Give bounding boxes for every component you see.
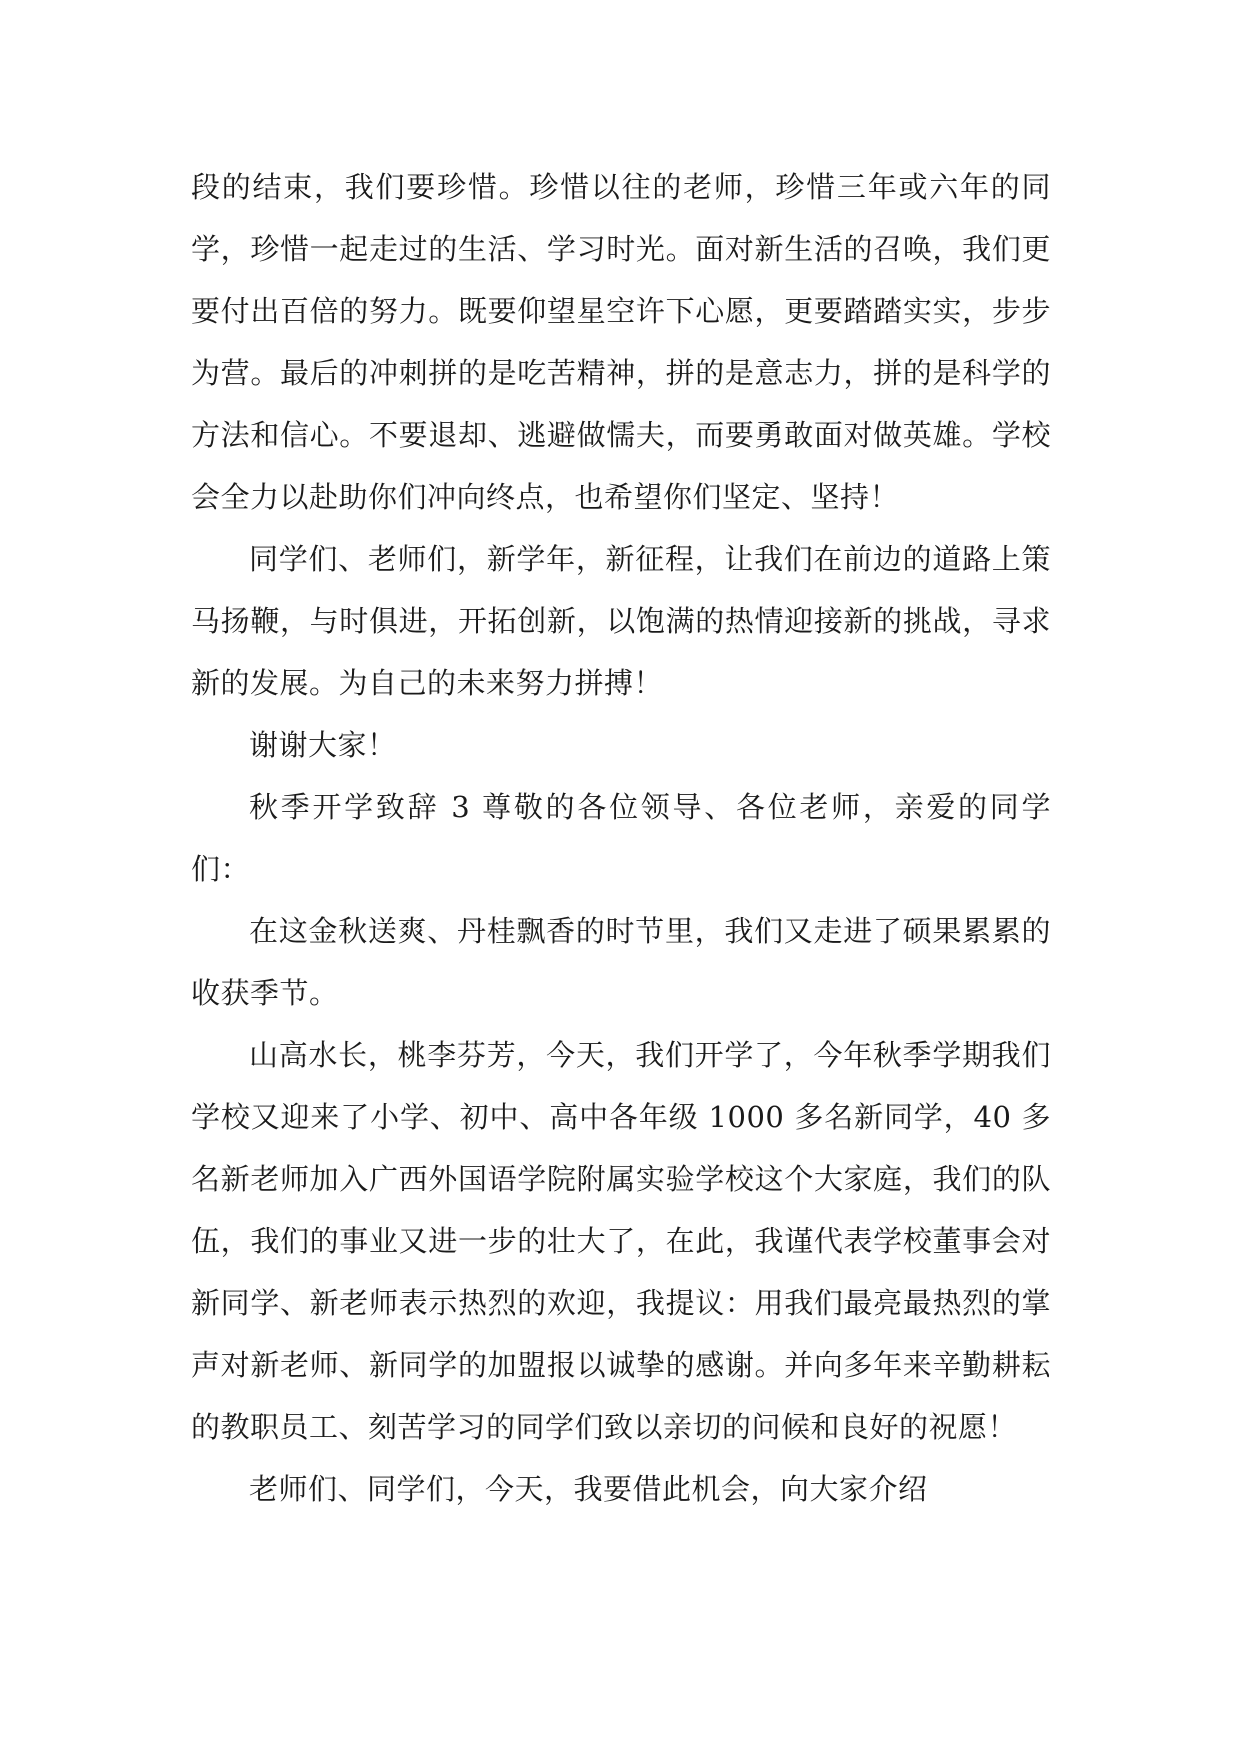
paragraph-4: 秋季开学致辞 3 尊敬的各位领导、各位老师，亲爱的同学们：: [191, 790, 1051, 886]
paragraph-6: 山高水长，桃李芬芳，今天，我们开学了，今年秋季学期我们学校又迎来了小学、初中、高中各年级 1000 多名新同学，40 多名新老师加入广西外国语学院附属实验学校这个大家庭，我们的队伍，我们的事业又进一步的壮大了，在此，我谨代表学校董事会对新同学、新老师表示热烈的欢迎，我提议：用我们最亮最热烈的掌声对新老师、新同学的加盟报以诚挚的感谢。并向多年来辛勤耕耘的教职员工、刻苦学习的同学们致以亲切的问候和良好的祝愿！: [191, 1038, 1051, 1444]
paragraph-2: 同学们、老师们，新学年，新征程，让我们在前边的道路上策马扬鞭，与时俱进，开拓创新，以饱满的热情迎接新的挑战，寻求新的发展。为自己的未来努力拼搏！: [191, 542, 1051, 700]
paragraph-3: 谢谢大家！: [249, 728, 397, 762]
paragraph-1: 段的结束，我们要珍惜。珍惜以往的老师，珍惜三年或六年的同学，珍惜一起走过的生活、学习时光。面对新生活的召唤，我们更要付出百倍的努力。既要仰望星空许下心愿，更要踏踏实实，步步为营。最后的冲刺拼的是吃苦精神，拼的是意志力，拼的是科学的方法和信心。不要退却、逃避做懦夫，而要勇敢面对做英雄。学校会全力以赴助你们冲向终点，也希望你们坚定、坚持！: [191, 170, 1051, 514]
paragraph-7: 老师们、同学们，今天，我要借此机会，向大家介绍: [249, 1472, 928, 1506]
paragraph-5: 在这金秋送爽、丹桂飘香的时节里，我们又走进了硕果累累的收获季节。: [191, 914, 1051, 1010]
document-page: [191, 156, 1051, 1520]
